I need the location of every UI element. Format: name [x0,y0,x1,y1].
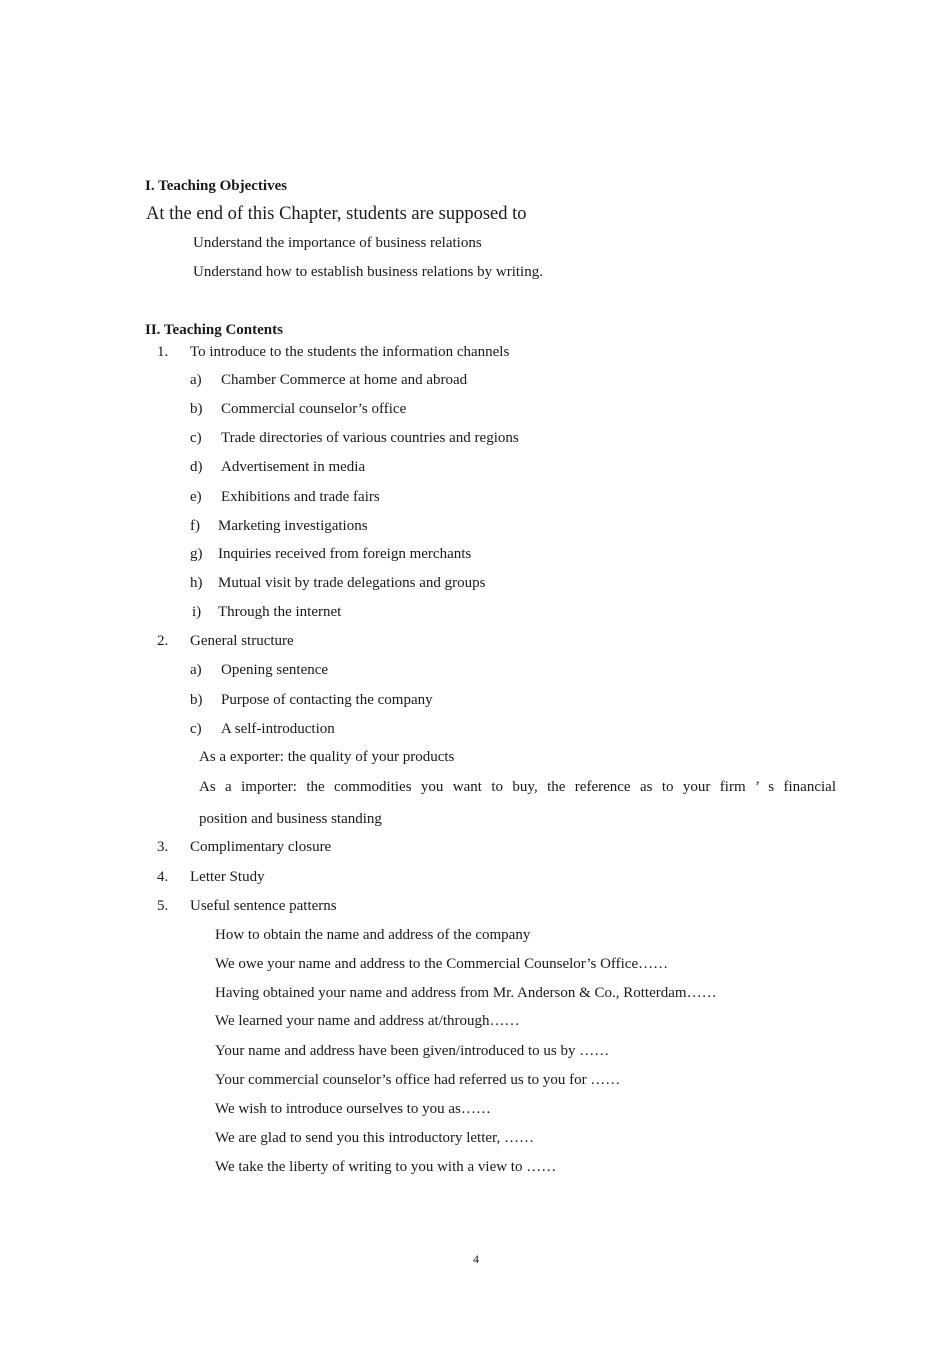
sub-letter: a) [190,372,202,388]
list-item-text: General structure [190,633,294,649]
sub-letter: b) [190,692,203,708]
sub-item-text: Through the internet [218,604,342,620]
sentence-pattern: Your commercial counselor’s office had referred us to you for …… [215,1072,621,1088]
sentence-pattern: We learned your name and address at/through…… [215,1013,520,1029]
importer-note-line: position and business standing [199,811,382,827]
sub-letter: b) [190,401,203,417]
objective-item: Understand the importance of business relations [193,235,482,251]
sub-item-text: Advertisement in media [221,459,366,475]
section-heading-objectives: I. Teaching Objectives [145,178,288,194]
sentence-pattern: Your name and address have been given/introduced to us by …… [215,1043,610,1059]
sentence-pattern: Having obtained your name and address from Mr. Anderson & Co., Rotterdam…… [215,985,717,1001]
sub-letter: f) [190,518,200,534]
sub-letter: i) [192,604,202,620]
sub-item-text: Mutual visit by trade delegations and groups [218,575,486,591]
sentence-pattern: How to obtain the name and address of the company [215,927,531,943]
sentence-pattern: We are glad to send you this introductory letter, …… [215,1130,534,1146]
list-number: 5. [157,898,169,914]
list-number: 1. [157,344,169,360]
sub-letter: d) [190,459,203,475]
sub-item-text: Marketing investigations [218,518,368,534]
sub-letter: h) [190,575,203,591]
sub-item-text: A self-introduction [221,721,335,737]
sub-letter: a) [190,662,202,678]
sub-letter: c) [190,721,202,737]
list-item-text: To introduce to the students the information channels [190,344,510,360]
sub-item-text: Opening sentence [221,662,329,678]
objective-item: Understand how to establish business relations by writing. [193,264,543,280]
list-number: 3. [157,839,169,855]
sub-item-text: Exhibitions and trade fairs [221,489,380,505]
list-number: 2. [157,633,169,649]
exporter-note: As a exporter: the quality of your products [199,749,455,765]
importer-note-line: As a importer: the commodities you want to buy, the reference as to your firm ’ s financial [199,779,836,795]
sentence-pattern: We take the liberty of writing to you with a view to …… [215,1159,557,1175]
sub-item-text: Trade directories of various countries and regions [221,430,519,446]
page-number: 4 [473,1252,479,1266]
sub-letter: g) [190,546,203,562]
sub-item-text: Commercial counselor’s office [221,401,407,417]
sub-item-text: Chamber Commerce at home and abroad [221,372,468,388]
sub-letter: e) [190,489,202,505]
sub-item-text: Purpose of contacting the company [221,692,433,708]
sentence-pattern: We wish to introduce ourselves to you as…… [215,1101,491,1117]
section-heading-contents: II. Teaching Contents [145,322,283,338]
list-item-text: Letter Study [190,869,265,885]
objectives-intro: At the end of this Chapter, students are supposed to [146,204,527,224]
list-number: 4. [157,869,169,885]
list-item-text: Useful sentence patterns [190,898,337,914]
sub-item-text: Inquiries received from foreign merchants [218,546,472,562]
list-item-text: Complimentary closure [190,839,332,855]
sub-letter: c) [190,430,202,446]
sentence-pattern: We owe your name and address to the Commercial Counselor’s Office…… [215,956,669,972]
